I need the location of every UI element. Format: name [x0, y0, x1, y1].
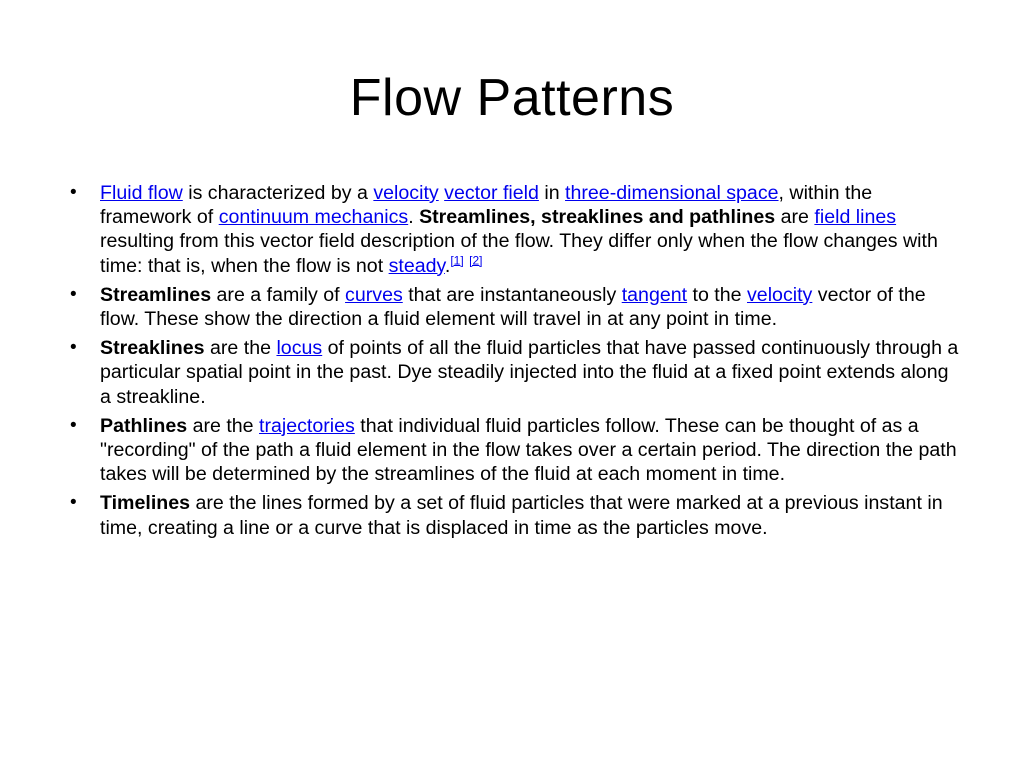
text-run: that are instantaneously: [402, 283, 622, 306]
bullet-text: [100, 182, 938, 277]
text-run: are the lines formed by a set of fluid particles that were marked at a previous instant in time, creating a line or a curve that is displaced in time as the particles move.: [100, 492, 943, 539]
bold-term: Streamlines, streaklines and pathlines: [419, 206, 776, 229]
link[interactable]: steady: [388, 254, 445, 277]
text-run: , within the framework of: [100, 182, 873, 229]
bold-term: Streamlines: [100, 283, 212, 306]
bold-term: Pathlines: [100, 414, 188, 437]
link[interactable]: velocity: [373, 182, 439, 204]
bullet-item: [60, 491, 960, 539]
link[interactable]: tangent: [621, 283, 688, 306]
bullet-text: [100, 415, 957, 485]
text-run: are the: [187, 414, 260, 437]
link[interactable]: trajectories: [259, 414, 355, 437]
text-run: of points of all the fluid particles that have passed continuously through a particular spatial point in the past. Dye steadily injected into the fluid at a fixed point extends along a streakline.: [100, 337, 959, 408]
text-run: are: [775, 206, 815, 229]
bullet-list: [60, 181, 960, 545]
text-run: to the: [687, 283, 747, 306]
bullet-item: [60, 283, 960, 331]
text-run: vector of the flow. These show the direction a fluid element will travel in at any point in time.: [100, 283, 926, 331]
link[interactable]: vector field: [444, 182, 539, 204]
text-run: .: [408, 206, 420, 229]
bullet-item: [60, 336, 960, 409]
bullet-text: [100, 284, 926, 330]
bullet-item: [60, 181, 960, 278]
text-run: are a family of: [211, 283, 346, 306]
bullet-dot-icon: •: [70, 337, 77, 359]
bullet-dot-icon: •: [70, 414, 77, 436]
text-run: that individual fluid particles follow. These can be thought of as a "recording" of the path a fluid element in the flow takes over a certain period. The direction the path takes will be determined by the streamlines of the fluid at each moment in time.: [100, 414, 957, 486]
text-run: in: [538, 182, 566, 204]
text-run: resulting from this vector field description of the flow. They differ only when the flow changes with time: that is, when the flow is not: [100, 230, 938, 277]
text-run: .: [444, 254, 451, 277]
bullet-text: [100, 337, 958, 407]
reference-link[interactable]: [1]: [450, 253, 464, 268]
bold-term: Streaklines: [100, 337, 205, 360]
bullet-item: [60, 414, 960, 487]
text-run: are the: [204, 337, 277, 360]
bullet-text: [100, 492, 943, 538]
link[interactable]: field lines: [814, 206, 897, 229]
bullet-dot-icon: •: [70, 283, 77, 305]
link[interactable]: Fluid flow: [100, 182, 183, 204]
bullet-dot-icon: •: [70, 492, 77, 514]
bold-term: Timelines: [100, 492, 191, 515]
bullet-dot-icon: •: [70, 182, 77, 203]
slide-title: Flow Patterns: [349, 69, 675, 127]
reference-link[interactable]: [2]: [469, 253, 483, 268]
link[interactable]: velocity: [747, 283, 813, 306]
link[interactable]: curves: [345, 283, 403, 306]
link[interactable]: locus: [276, 337, 323, 360]
link[interactable]: three-dimensional space: [565, 182, 779, 204]
link[interactable]: continuum mechanics: [218, 206, 409, 229]
text-run: is characterized by a: [182, 182, 374, 204]
